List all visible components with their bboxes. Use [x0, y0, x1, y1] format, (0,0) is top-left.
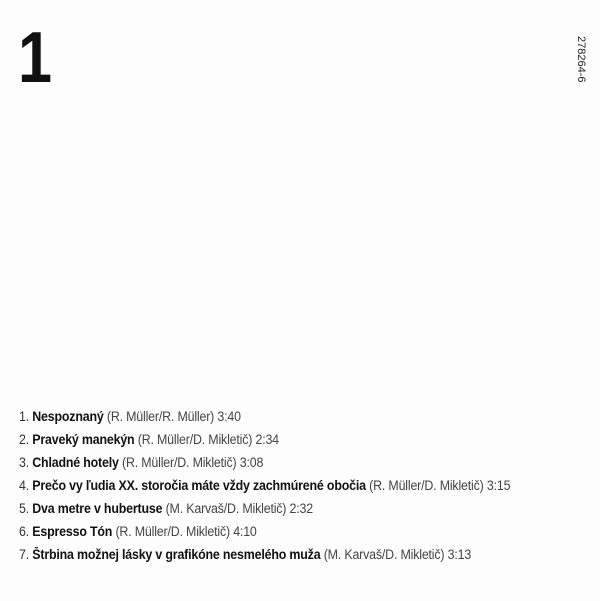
tracklist — [19, 405, 594, 566]
track-item — [19, 520, 548, 543]
track-title: Chladné hotely — [32, 455, 119, 470]
track-credits: (M. Karvaš/D. Mikletič) — [323, 547, 445, 562]
track-duration: 3:13 — [447, 547, 472, 562]
track-credits: (M. Karvaš/D. Mikletič) — [165, 501, 287, 516]
track-item — [19, 405, 548, 428]
track-duration: 2:32 — [289, 501, 313, 516]
track-number: 6. — [19, 524, 29, 539]
track-credits: (R. Müller/D. Mikletič) — [121, 455, 237, 470]
track-credits: (R. Müller/D. Mikletič) — [369, 478, 484, 493]
track-credits: (R. Müller/R. Müller) — [106, 409, 215, 424]
track-number: 4. — [19, 478, 29, 493]
track-title: Prečo vy ľudia XX. storočia máte vždy zachmúrené obočia — [32, 478, 366, 493]
track-item — [19, 497, 548, 520]
track-number: 3. — [19, 455, 29, 470]
track-number: 7. — [19, 547, 29, 562]
track-duration: 3:15 — [486, 478, 511, 493]
track-title: Dva metre v hubertuse — [32, 501, 163, 516]
catalog-number-text: 278264-6 — [575, 36, 587, 83]
track-title: Espresso Tón — [32, 524, 113, 539]
track-title: Štrbina možnej lásky v grafikóne nesmelého muža — [32, 547, 321, 562]
catalog-number — [575, 36, 585, 126]
track-item — [19, 543, 548, 566]
track-number: 5. — [19, 501, 29, 516]
track-credits: (R. Müller/D. Mikletič) — [115, 524, 230, 539]
track-duration: 4:10 — [233, 524, 257, 539]
track-number: 2. — [19, 432, 29, 447]
track-title: Nespoznaný — [32, 409, 104, 424]
track-duration: 2:34 — [255, 432, 279, 447]
track-credits: (R. Müller/D. Mikletič) — [137, 432, 253, 447]
track-duration: 3:08 — [239, 455, 264, 470]
track-duration: 3:40 — [217, 409, 241, 424]
track-item — [19, 428, 548, 451]
track-item — [19, 474, 548, 497]
track-number: 1. — [19, 409, 29, 424]
track-title: Praveký manekýn — [32, 432, 135, 447]
track-item — [19, 451, 548, 474]
disc-number: 1 — [18, 18, 53, 98]
